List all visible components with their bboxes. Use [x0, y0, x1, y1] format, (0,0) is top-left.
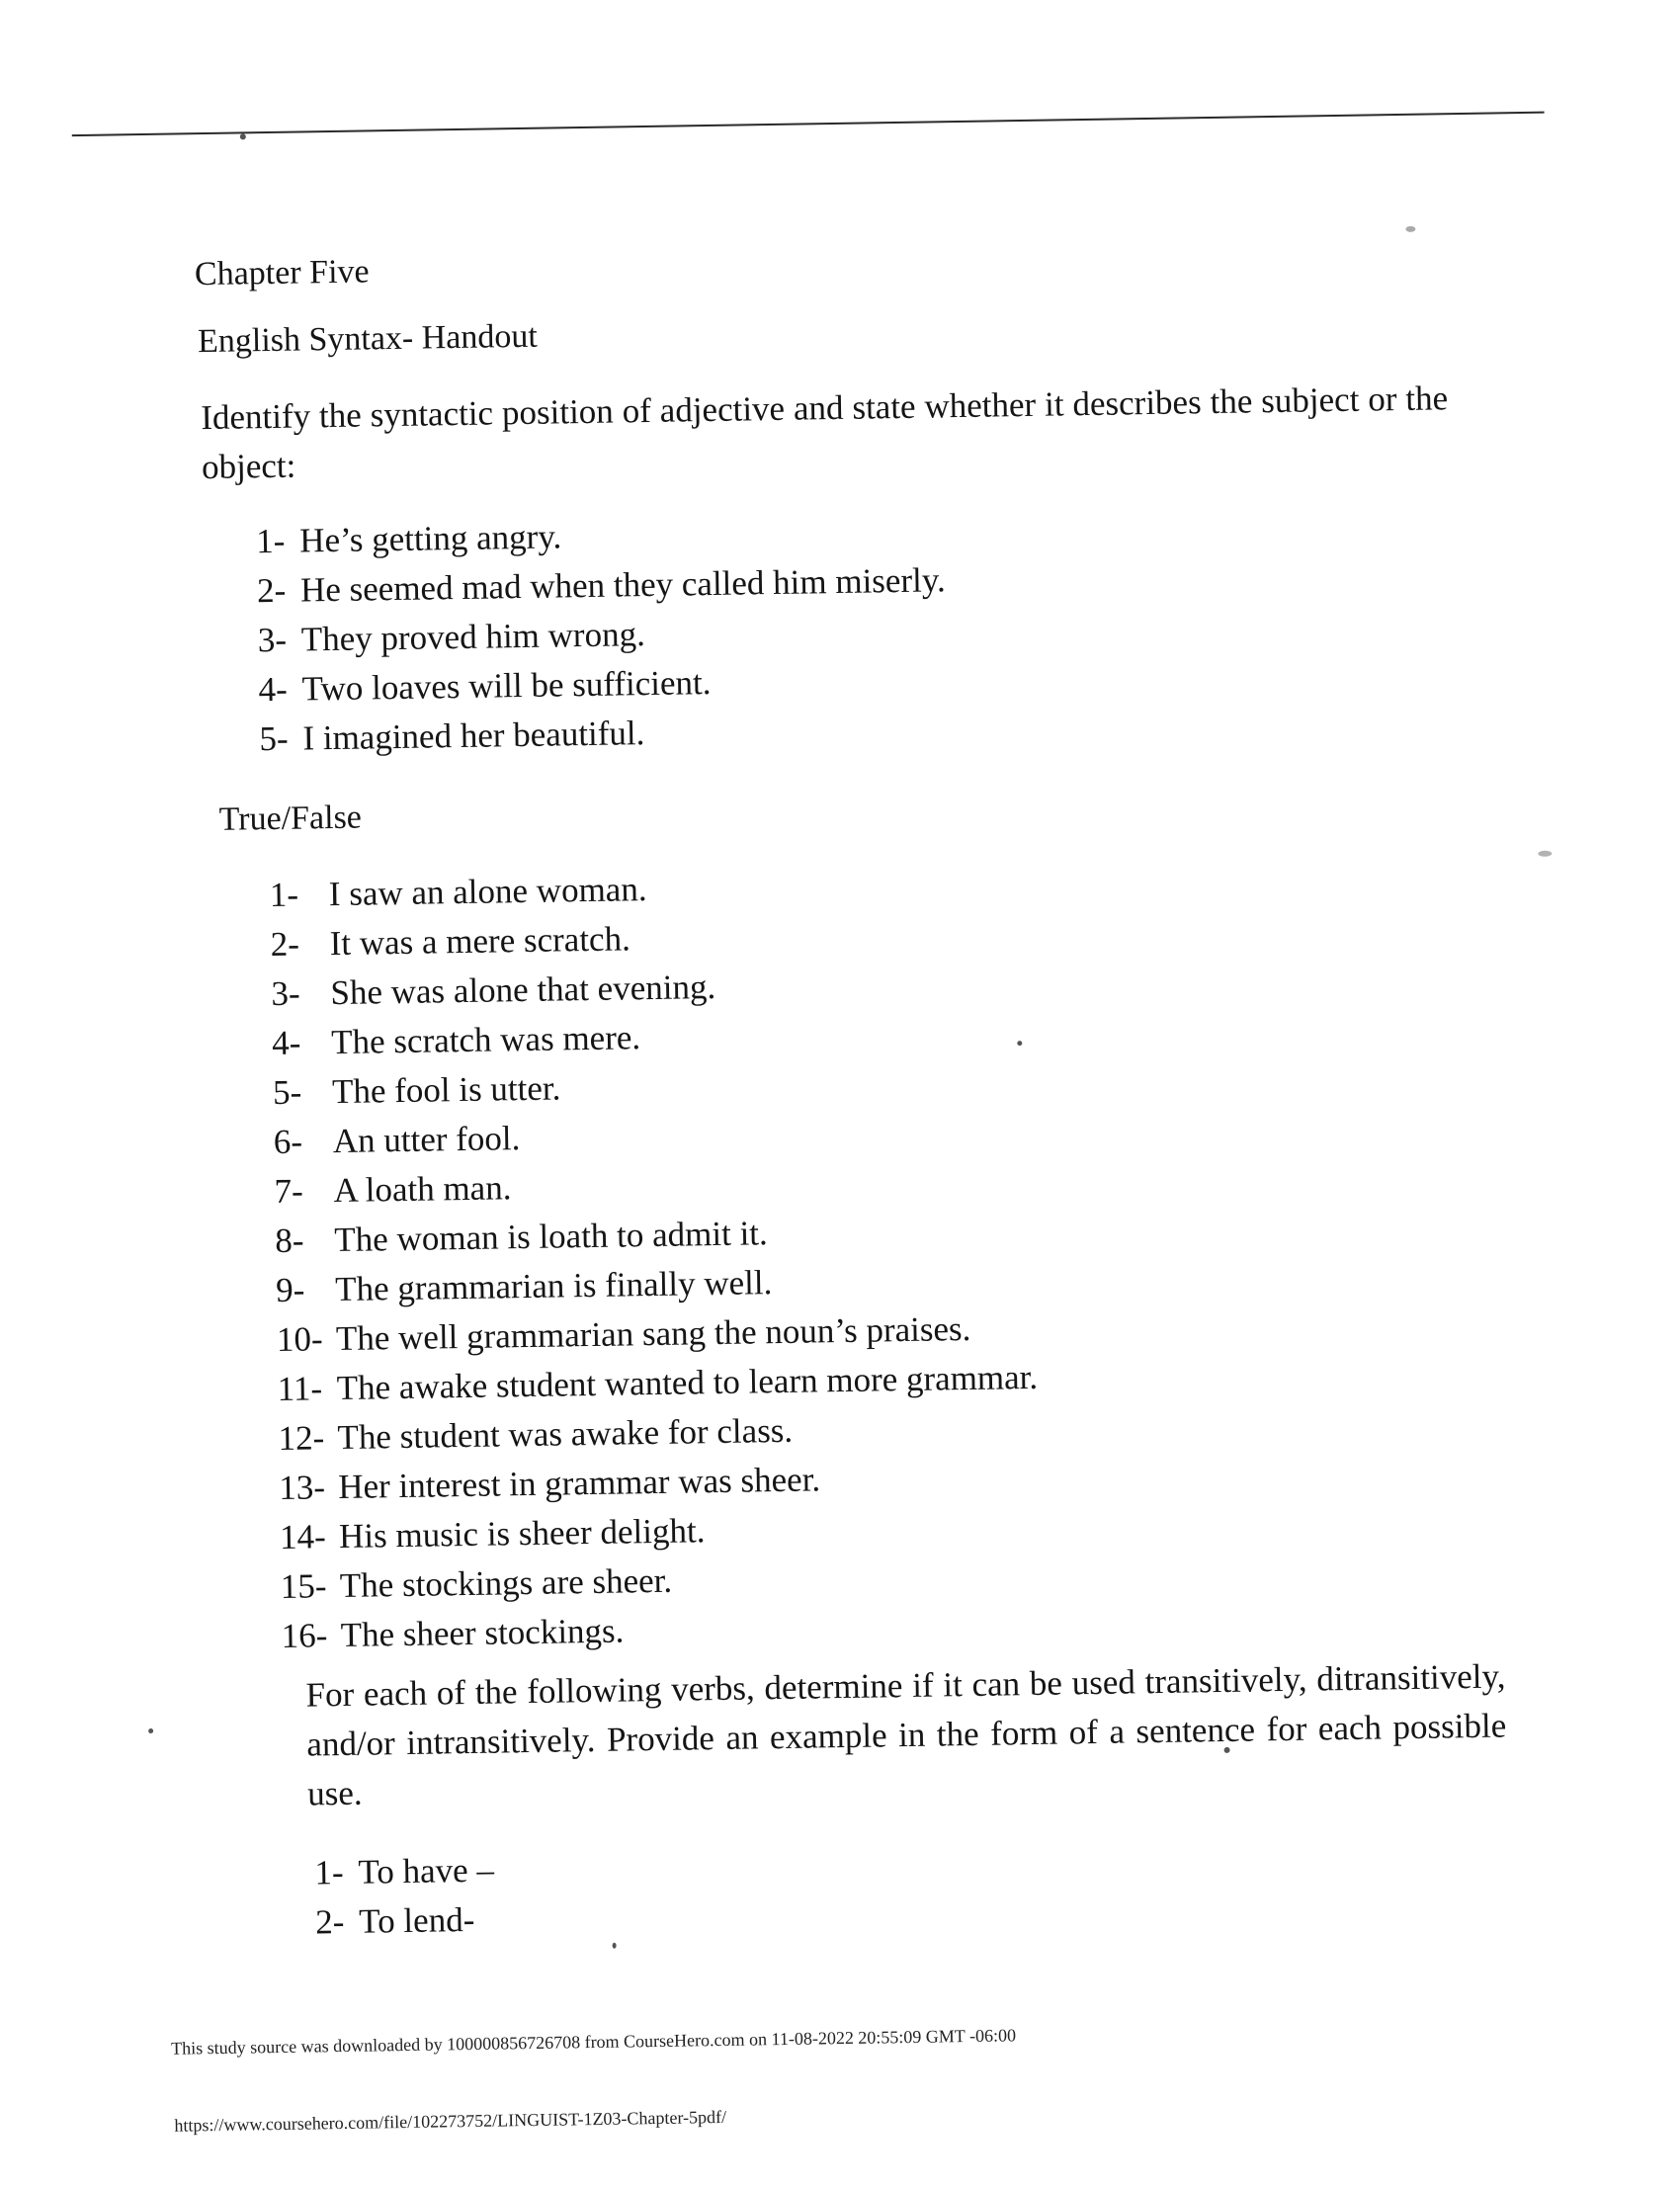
item-number: 4-	[258, 669, 289, 710]
item-number: 5-	[259, 718, 289, 759]
item-text: The woman is loath to admit it.	[334, 1214, 769, 1260]
item-number: 11-	[277, 1369, 323, 1408]
item-text: It was a mere scratch.	[329, 919, 631, 964]
verb-list	[314, 1846, 495, 1948]
item-text: They proved him wrong.	[300, 615, 646, 659]
download-notice: This study source was downloaded by 100000856726708 from CourseHero.com on 11-08-2022 20:55:09 GMT -06:00	[171, 2025, 1017, 2059]
list-item	[314, 1846, 494, 1898]
item-number: 5-	[272, 1072, 302, 1113]
item-number: 3-	[271, 973, 300, 1014]
item-number: 1-	[269, 875, 299, 915]
item-text: Her interest in grammar was sheer.	[337, 1460, 821, 1507]
list-item	[315, 1895, 495, 1948]
item-text: I saw an alone woman.	[328, 870, 647, 914]
item-number: 14-	[279, 1517, 327, 1556]
scan-speck	[1538, 851, 1552, 857]
list-item	[281, 1600, 1042, 1661]
item-number: 6-	[273, 1122, 303, 1162]
scan-speck	[613, 1943, 617, 1949]
true-false-list	[269, 859, 1042, 1661]
item-number: 2-	[256, 570, 287, 611]
item-number: 1-	[255, 521, 286, 561]
item-text: His music is sheer delight.	[338, 1511, 706, 1556]
item-text: The well grammarian sang the noun’s praises.	[335, 1308, 971, 1359]
item-text: To lend-	[358, 1899, 475, 1941]
section3-instructions: For each of the following verbs, determine if it can be used transitively, ditransitively, and/or intransitively. Provide an example in the form of a sentence for each possible use.	[305, 1656, 1507, 1813]
item-number: 2-	[314, 1901, 345, 1942]
item-number: 10-	[276, 1319, 323, 1359]
scan-speck	[148, 1728, 153, 1733]
item-text: She was alone that evening.	[330, 967, 716, 1013]
top-rule	[72, 112, 1545, 136]
item-number: 13-	[278, 1468, 326, 1507]
item-number: 9-	[275, 1270, 305, 1309]
item-number: 2-	[270, 924, 300, 965]
item-text: Two loaves will be sufficient.	[301, 663, 712, 709]
item-number: 3-	[257, 620, 288, 660]
item-number: 15-	[280, 1566, 327, 1606]
item-text: The scratch was mere.	[330, 1018, 641, 1062]
adjective-position-list	[256, 506, 949, 764]
item-number: 4-	[271, 1023, 301, 1063]
item-text: The stockings are sheer.	[339, 1560, 673, 1606]
section1-instructions: Identify the syntactic position of adjective and state whether it describes the subject or the object:	[200, 379, 1449, 487]
item-text: The grammarian is finally well.	[334, 1263, 773, 1309]
item-number: 1-	[314, 1852, 344, 1893]
true-false-heading: True/False	[218, 799, 363, 838]
item-text: An utter fool.	[332, 1119, 521, 1161]
chapter-title: Chapter Five	[194, 253, 370, 294]
scan-speck	[240, 133, 246, 139]
item-text: I imagined her beautiful.	[302, 714, 645, 758]
item-text: The student was awake for class.	[337, 1410, 794, 1458]
item-number: 12-	[278, 1418, 325, 1458]
item-text: He’s getting angry.	[298, 517, 562, 560]
source-url[interactable]: https://www.coursehero.com/file/102273752/LINGUIST-1Z03-Chapter-5pdf/	[174, 2106, 727, 2136]
handout-title: English Syntax- Handout	[197, 317, 539, 361]
scan-speck	[1405, 226, 1415, 232]
item-text: A loath man.	[333, 1168, 512, 1211]
item-text: He seemed mad when they called him miserly.	[299, 560, 947, 610]
item-number: 7-	[274, 1171, 304, 1212]
list-item	[259, 704, 949, 764]
item-text: The fool is utter.	[331, 1068, 561, 1112]
item-text: The awake student wanted to learn more grammar.	[336, 1357, 1039, 1408]
item-text: To have –	[358, 1850, 495, 1892]
item-number: 16-	[281, 1616, 328, 1655]
item-number: 8-	[275, 1220, 304, 1260]
item-text: The sheer stockings.	[340, 1611, 625, 1655]
